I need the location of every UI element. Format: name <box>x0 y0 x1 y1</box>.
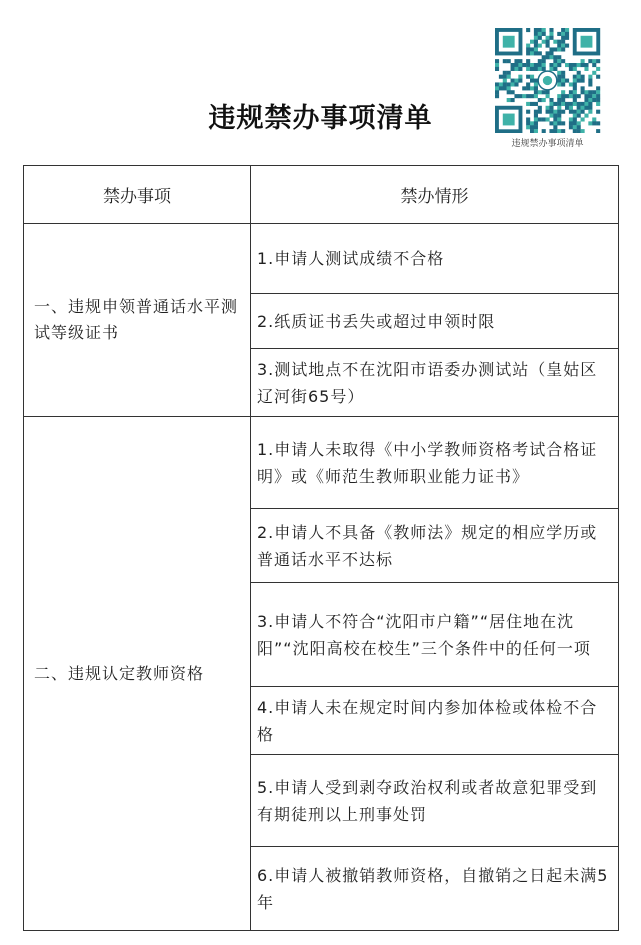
category-cell: 一、违规申领普通话水平测试等级证书 <box>24 224 251 417</box>
category-cell: 二、违规认定教师资格 <box>24 417 251 931</box>
situation-cell: 3.申请人不符合“沈阳市户籍”“居住地在沈阳”“沈阳高校在校生”三个条件中的任何一项 <box>251 583 619 687</box>
situation-cell: 6.申请人被撤销教师资格，自撤销之日起未满5年 <box>251 847 619 931</box>
table-header-row <box>24 166 619 224</box>
table-row <box>24 224 619 294</box>
qr-code-icon <box>490 28 605 133</box>
situation-cell: 1.申请人测试成绩不合格 <box>251 224 619 294</box>
situation-cell: 3.测试地点不在沈阳市语委办测试站（皇姑区辽河街65号） <box>251 349 619 417</box>
header-prohibited-situation: 禁办情形 <box>251 166 619 224</box>
situation-cell: 1.申请人未取得《中小学教师资格考试合格证明》或《师范生教师职业能力证书》 <box>251 417 619 509</box>
situation-cell: 2.申请人不具备《教师法》规定的相应学历或普通话水平不达标 <box>251 509 619 583</box>
situation-cell: 4.申请人未在规定时间内参加体检或体检不合格 <box>251 687 619 755</box>
situation-cell: 2.纸质证书丢失或超过申领时限 <box>251 294 619 349</box>
qr-caption: 违规禁办事项清单 <box>511 139 584 149</box>
table-row <box>24 417 619 509</box>
header-prohibited-item: 禁办事项 <box>24 166 251 224</box>
qr-code <box>490 28 605 148</box>
situation-cell: 5.申请人受到剥夺政治权利或者故意犯罪受到有期徒刑以上刑事处罚 <box>251 755 619 847</box>
prohibited-items-table <box>23 165 619 931</box>
page-title: 违规禁办事项清单 <box>208 103 433 134</box>
